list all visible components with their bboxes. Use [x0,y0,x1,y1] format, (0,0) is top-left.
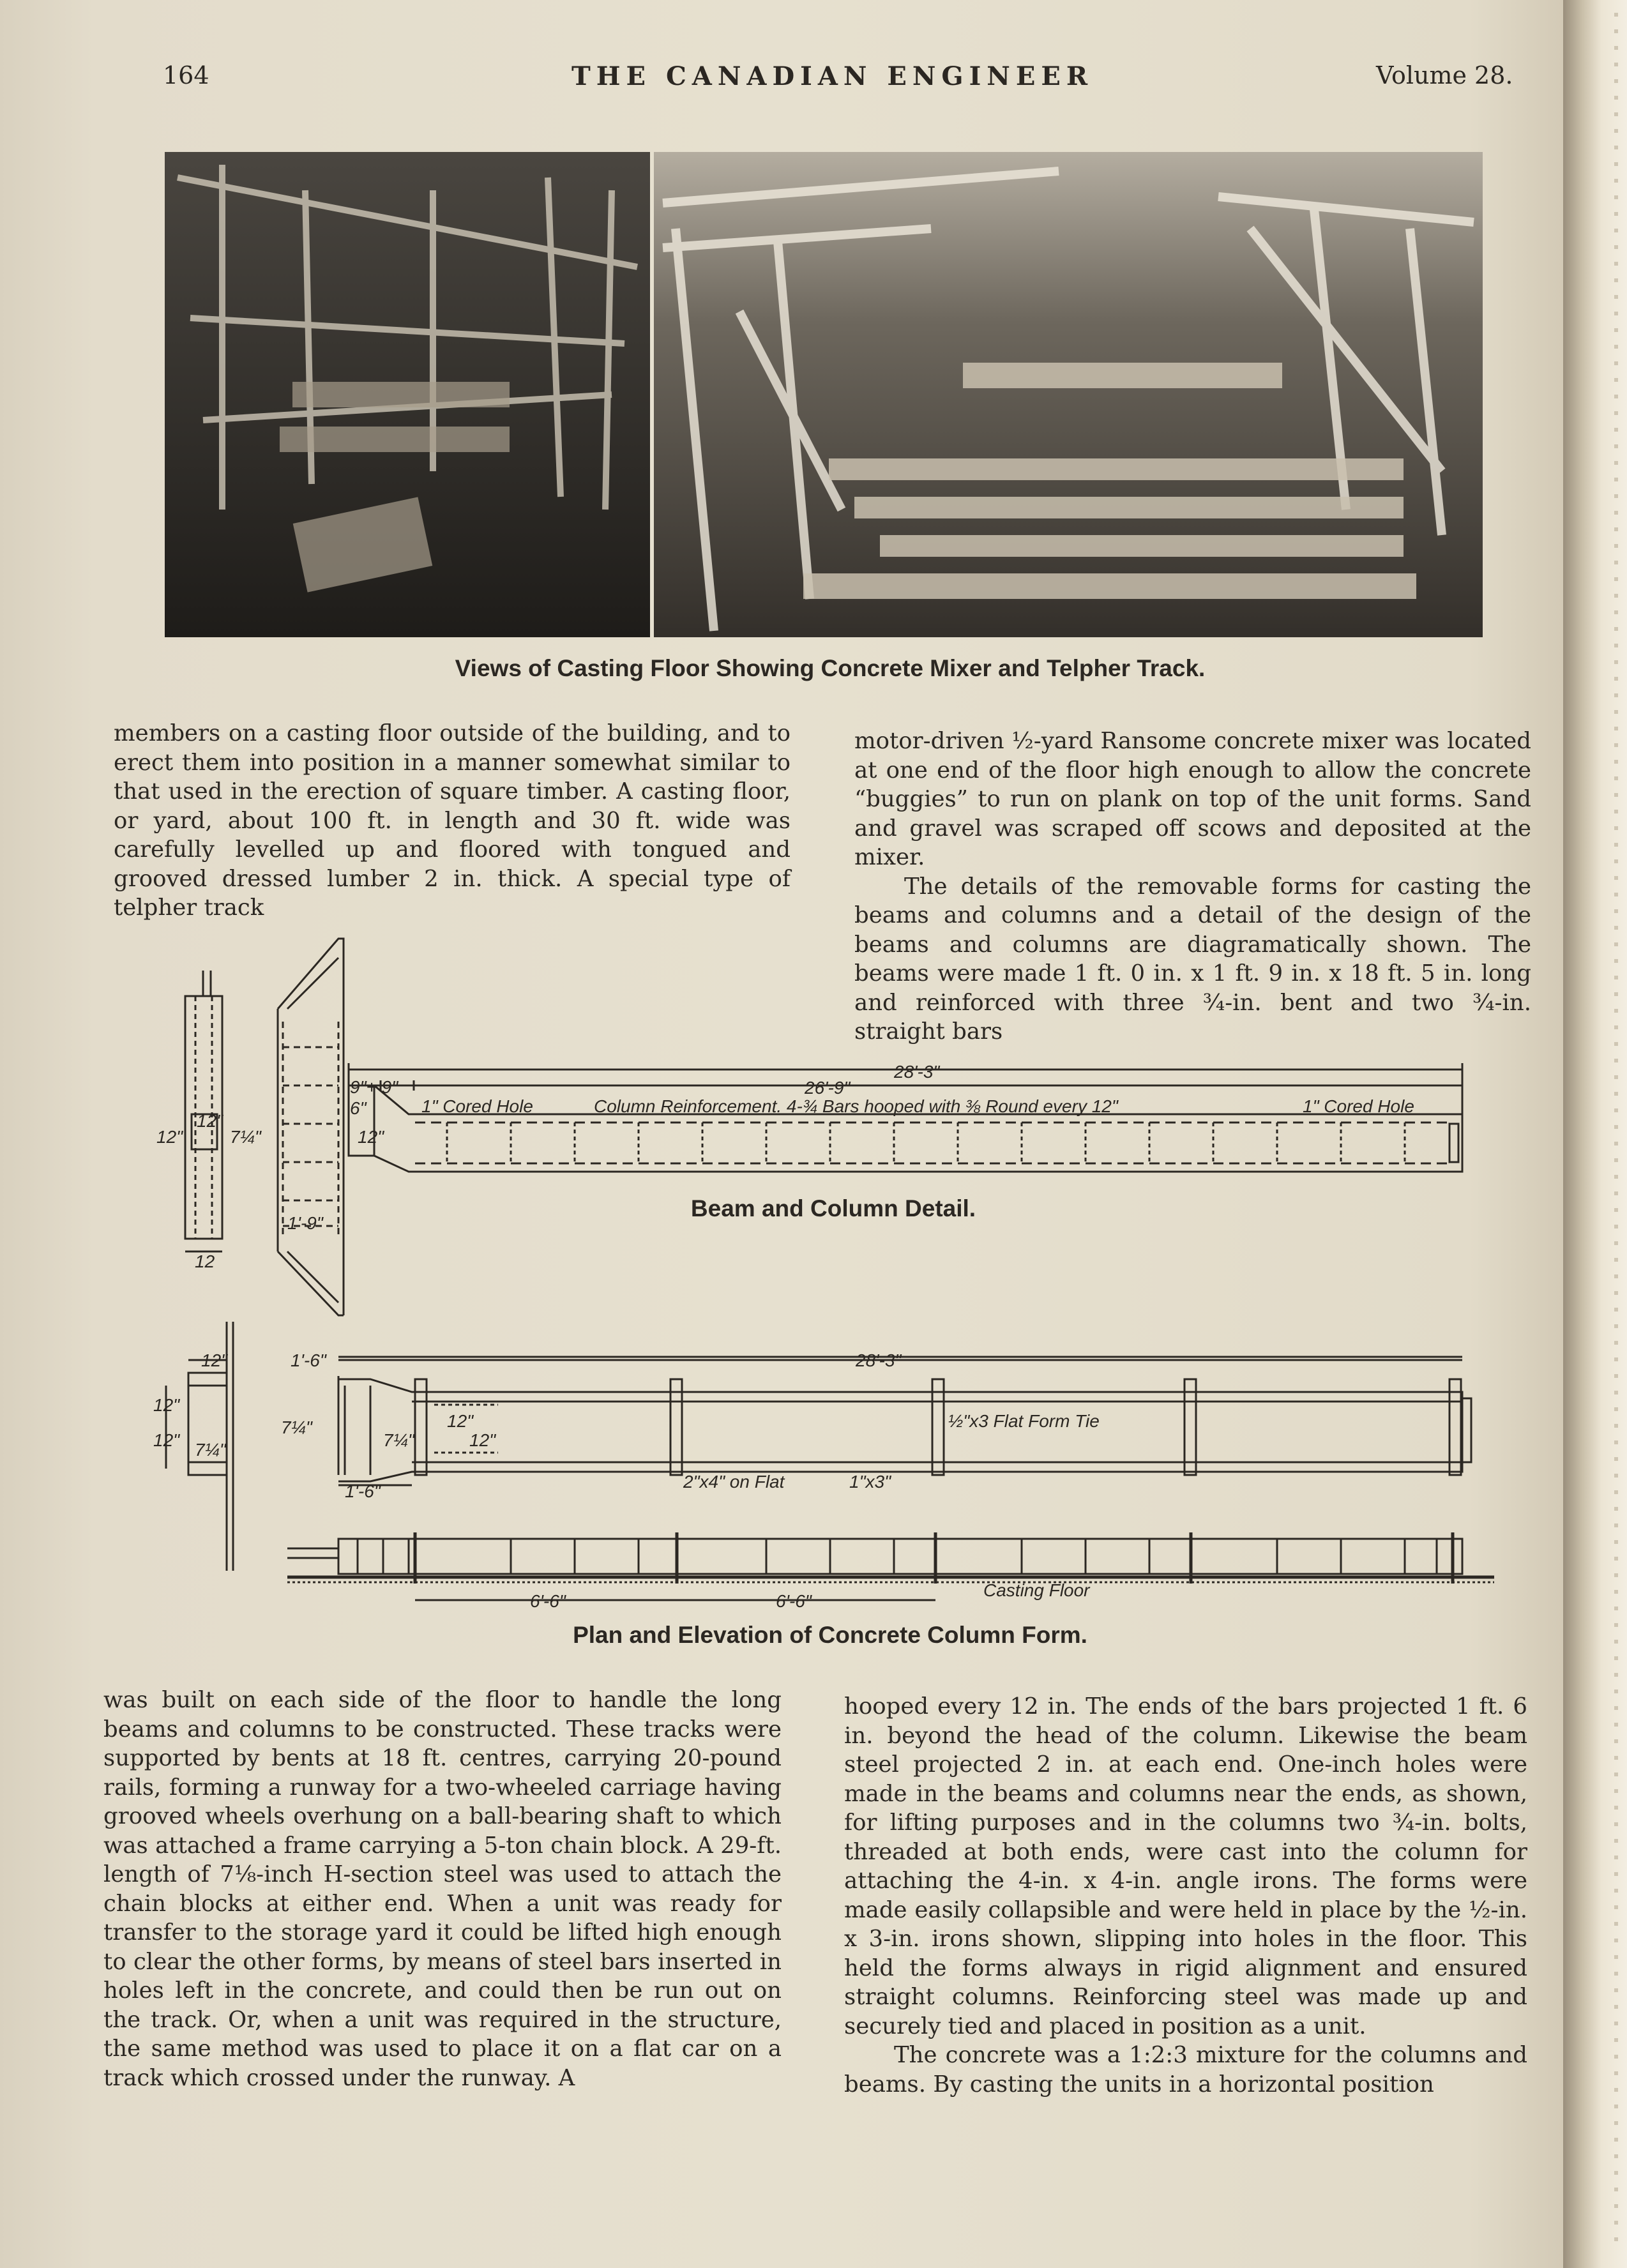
form-label-flat-tie: ½"x3 Flat Form Tie [948,1411,1100,1431]
beam-dim-6: 6" [350,1098,367,1118]
beam-label-reinforcement: Column Reinforcement. 4-¾ Bars hooped with ⅜ Round every 12" [594,1096,1118,1116]
paragraph: The details of the removable forms for casting the beams and columns and a detail of the design of the beams and columns are diagramatically shown. The beams were made 1 ft. 0 in. x 1 ft. 9 in. x 18 ft. 5 in. long and reinforced with three ¾-in. bent and two ¾-in. straight bars [854,873,1531,1045]
paragraph: motor-driven ½-yard Ransome concrete mixer was located at one end of the floor high enough to allow the concrete “buggies” to run on plank on top of the unit forms. Sand and gravel was scraped off scows and deposited at the mixer. [854,728,1531,870]
form-dim-overall: 28'-3" [856,1350,902,1370]
form-dim-12-inner2: 12" [469,1430,496,1450]
paragraph: was built on each side of the floor to handle the long beams and columns to be constructed. These tracks were supported by bents at 18 ft. centres, carrying 20-pound rails, forming a runway for a two-wheeled carriage having grooved wheels overhung on a ball-bearing shaft to which was attached a frame carrying a 5-ton chain block. A 29-ft. length of 7⅛-inch H-section steel was used to attach the chain blocks at either end. When a unit was ready for transfer to the storage yard it could be lifted high enough to clear the other forms, by means of steel bars inserted in holes left in the concrete, and could then be run out on the track. Or, when a unit was required in the structure, the same method was used to place it on a flat car on a track which crossed under the runway. A [103,1687,782,2091]
paragraph: hooped every 12 in. The ends of the bars projected 1 ft. 6 in. beyond the head of the column. Likewise the beam steel projected 2 in. at each end. One-inch holes were made in the beams and columns near the ends, as shown, for lifting purposes and in the columns two ¾-in. bolts, threaded at both ends, were cast into the column for attaching the 4-in. x 4-in. angle irons. The forms were made easily collapsible and were held in place by the ½-in. x 3-in. irons shown, slipping into holes in the floor. This held the forms always in rigid alignment and ensured straight columns. Reinforcing steel was made up and securely tied and placed in position as a unit. [844,1693,1527,2039]
beam-dim-overall: 28'-3" [894,1062,940,1082]
form-label-1x3: 1"x3" [849,1472,891,1492]
form-dim-12-top: 12" [201,1350,228,1370]
photo-halftone-placeholder [165,152,1483,637]
form-label-2x4: 2"x4" on Flat [683,1472,785,1492]
form-dim-1-6-bottom: 1'-6" [345,1481,381,1501]
beam-dim-9-9: 9"+ 9" [350,1077,398,1097]
beam-label-cored-hole-left: 1" Cored Hole [421,1096,533,1116]
beam-dim-7: 7¼" [230,1127,261,1147]
form-dim-12-side: 12" [153,1395,180,1415]
beam-dim-12c: 12" [358,1127,384,1147]
paragraph: The concrete was a 1:2:3 mixture for the columns and beams. By casting the units in a horizontal position [844,2042,1527,2098]
form-dim-7: 7¼" [195,1440,226,1460]
beam-dim-1-9: 1'-9" [287,1213,323,1233]
journal-title: THE CANADIAN ENGINEER [571,61,1094,91]
text-column-top-right [854,727,1531,1047]
form-dim-6-6-a: 6'-6" [530,1591,566,1611]
column-form-caption: Plan and Elevation of Concrete Column Form. [573,1622,1087,1648]
text-column-bottom-left [103,1686,782,2092]
beam-dim-12b: 12 [195,1251,215,1271]
beam-label-cored-hole-right: 1" Cored Hole [1303,1096,1414,1116]
page-number: 164 [163,61,209,89]
form-dim-12-inner: 12" [447,1411,474,1431]
form-dim-6-6-b: 6'-6" [776,1591,812,1611]
form-label-casting-floor: Casting Floor [983,1580,1090,1600]
text-column-top-left [114,719,791,923]
binding-stitches [1614,13,1618,2248]
paragraph: members on a casting floor outside of the building, and to erect them into position in a manner somewhat similar to that used in the erection of square timber. A casting floor, or yard, about 100 ft. in length and 30 ft. wide was carefully levelled up and floored with tongued and grooved dressed lumber 2 in. thick. A special type of telpher track [114,720,791,921]
beam-dim-12d: 12" [197,1111,223,1131]
photo-caption: Views of Casting Floor Showing Concrete Mixer and Telpher Track. [455,655,1206,681]
construction-photographs [165,152,1483,637]
form-dim-7b: 7¼" [281,1418,312,1437]
beam-dim-12: 12" [156,1127,183,1147]
beam-detail-caption: Beam and Column Detail. [690,1195,976,1221]
form-dim-12-side2: 12" [153,1430,180,1450]
beam-dim-inner: 26'-9" [805,1078,851,1098]
text-column-bottom-right [844,1692,1527,2099]
volume-label: Volume 28. [1376,61,1513,89]
form-dim-7-inner: 7¼" [383,1430,414,1450]
form-dim-1-6-top: 1'-6" [291,1350,326,1370]
